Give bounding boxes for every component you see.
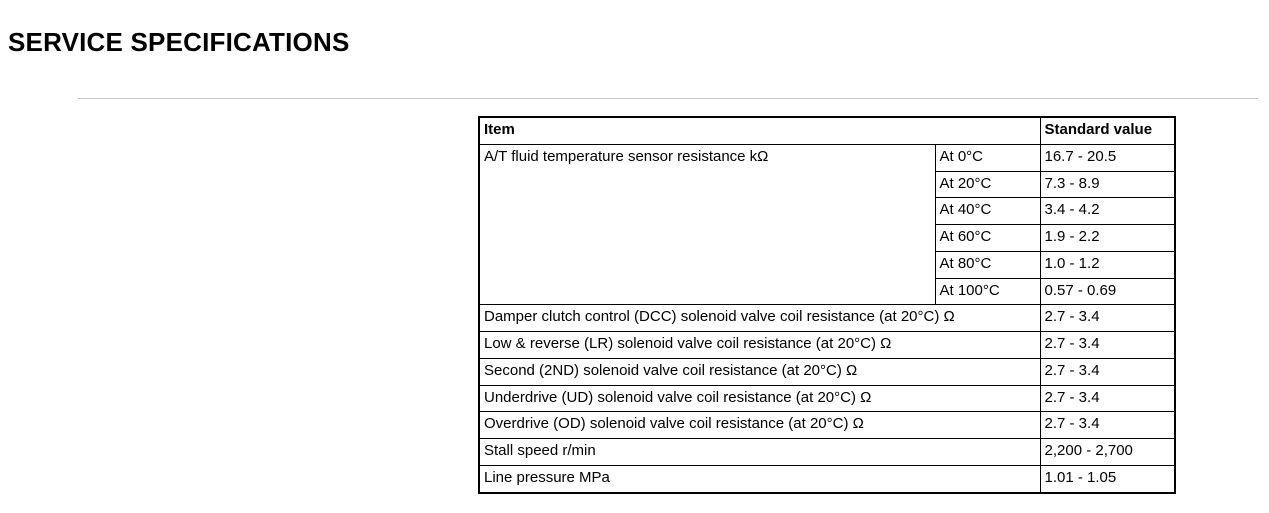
cell-item: Second (2ND) solenoid valve coil resistance (at 20°C) Ω xyxy=(479,358,1040,385)
table-row xyxy=(479,465,1175,492)
table-row xyxy=(479,332,1175,359)
cell-value: 1.01 - 1.05 xyxy=(1040,465,1175,492)
cell-value: 2.7 - 3.4 xyxy=(1040,332,1175,359)
cell-condition: At 80°C xyxy=(935,251,1040,278)
cell-item: Low & reverse (LR) solenoid valve coil resistance (at 20°C) Ω xyxy=(479,332,1040,359)
cell-value: 0.57 - 0.69 xyxy=(1040,278,1175,305)
cell-value: 2,200 - 2,700 xyxy=(1040,439,1175,466)
table-row xyxy=(479,144,1175,171)
service-specifications-table-container xyxy=(478,116,1176,494)
cell-condition: At 40°C xyxy=(935,198,1040,225)
table-header-row xyxy=(479,117,1175,144)
cell-value: 16.7 - 20.5 xyxy=(1040,144,1175,171)
cell-item: Overdrive (OD) solenoid valve coil resistance (at 20°C) Ω xyxy=(479,412,1040,439)
cell-condition: At 0°C xyxy=(935,144,1040,171)
table-row xyxy=(479,412,1175,439)
cell-item: Stall speed r/min xyxy=(479,439,1040,466)
cell-value: 2.7 - 3.4 xyxy=(1040,358,1175,385)
page-title: SERVICE SPECIFICATIONS xyxy=(8,27,350,58)
column-header-item: Item xyxy=(479,117,1040,144)
cell-value: 7.3 - 8.9 xyxy=(1040,171,1175,198)
cell-value: 3.4 - 4.2 xyxy=(1040,198,1175,225)
cell-value: 2.7 - 3.4 xyxy=(1040,305,1175,332)
table-row xyxy=(479,439,1175,466)
table-row xyxy=(479,385,1175,412)
header-divider xyxy=(78,98,1258,99)
table-row xyxy=(479,358,1175,385)
cell-condition: At 60°C xyxy=(935,225,1040,252)
cell-item: Underdrive (UD) solenoid valve coil resistance (at 20°C) Ω xyxy=(479,385,1040,412)
cell-condition: At 100°C xyxy=(935,278,1040,305)
column-header-standard-value: Standard value xyxy=(1040,117,1175,144)
cell-value: 1.0 - 1.2 xyxy=(1040,251,1175,278)
cell-value: 2.7 - 3.4 xyxy=(1040,385,1175,412)
table-row xyxy=(479,305,1175,332)
cell-value: 1.9 - 2.2 xyxy=(1040,225,1175,252)
cell-item-fluid-temp-sensor: A/T fluid temperature sensor resistance kΩ xyxy=(479,144,935,305)
cell-condition: At 20°C xyxy=(935,171,1040,198)
cell-item: Damper clutch control (DCC) solenoid valve coil resistance (at 20°C) Ω xyxy=(479,305,1040,332)
cell-item: Line pressure MPa xyxy=(479,465,1040,492)
cell-value: 2.7 - 3.4 xyxy=(1040,412,1175,439)
service-specifications-table xyxy=(478,116,1176,494)
